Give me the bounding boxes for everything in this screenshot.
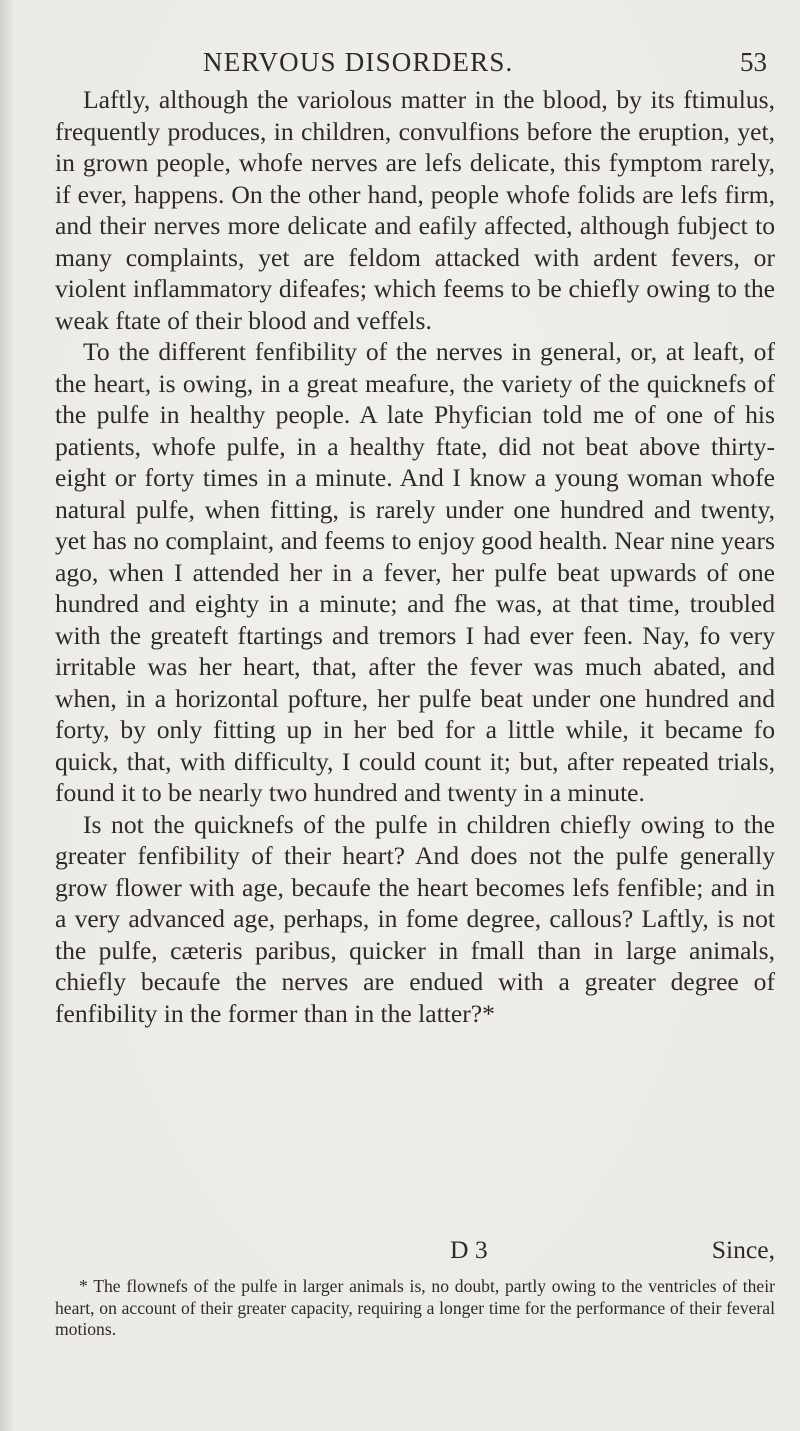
paragraph-2: To the different fenfibility of the nerves in general, or, at leaft, of the heart, is owing, in a great meafure, the variety of the quicknefs of the pulfe in healthy people. A late Phyfician told me of one of his patients, whofe pulfe, in a healthy ftate, did not beat above thirty-eight or forty times in a minute. And I know a young woman whofe natural pulfe, when fitting, is rarely under one hundred and twenty, yet has no complaint, and feems to enjoy good health. Near nine years ago, when I attended her in a fever, her pulfe beat upwards of one hundred and eighty in a minute; and fhe was, at that time, troubled with the greateft ftartings and tremors I had ever feen. Nay, fo very irritable was her heart, that, after the fever was much abated, and when, in a horizontal pofture, her pulfe beat under one hundred and forty, by only fitting up in her bed for a little while, it became fo quick, that, with difficulty, I could count it; but, after repeated trials, found it to be nearly two hundred and twenty in a minute.: [55, 337, 775, 807]
gutter-shadow: [0, 0, 14, 1431]
catchline: [55, 1234, 775, 1266]
paragraph-1: Laftly, although the variolous matter in the blood, by its ftimulus, frequently produces, in children, convulfions before the eruption, yet, in grown people, whofe nerves are lefs delicate, this fymptom rarely, if ever, happens. On the other hand, people whofe folids are lefs firm, and their nerves more delicate and eafily affected, although fubject to many complaints, yet are feldom attacked with ardent fevers, or violent inflammatory difeafes; which feems to be chiefly owing to the weak ftate of their blood and veffels.: [55, 85, 775, 335]
paragraph-3: Is not the quicknefs of the pulfe in children chiefly owing to the greater fenfibility of their heart? And does not the pulfe generally grow flower with age, becaufe the heart becomes lefs fenfible; and in a very advanced age, perhaps, in fome degree, callous? Laftly, is not the pulfe, cæteris paribus, quicker in fmall than in large animals, chiefly becaufe the nerves are endued with a greater degree of fenfibility in the former than in the latter?*: [55, 809, 775, 1028]
body-text: [55, 84, 775, 1029]
footnote-text: * The flownefs of the pulfe in larger animals is, no doubt, partly owing to the ventricles of their heart, on account of their greater capacity, requiring a longer time for the performance of their feveral motions.: [55, 1276, 775, 1339]
catchword: Since,: [711, 1235, 775, 1264]
page-number: 53: [740, 47, 767, 77]
page-header: [55, 44, 775, 80]
signature-mark: D 3: [450, 1235, 488, 1264]
footnote: [55, 1276, 775, 1341]
running-head: NERVOUS DISORDERS.: [203, 47, 514, 77]
